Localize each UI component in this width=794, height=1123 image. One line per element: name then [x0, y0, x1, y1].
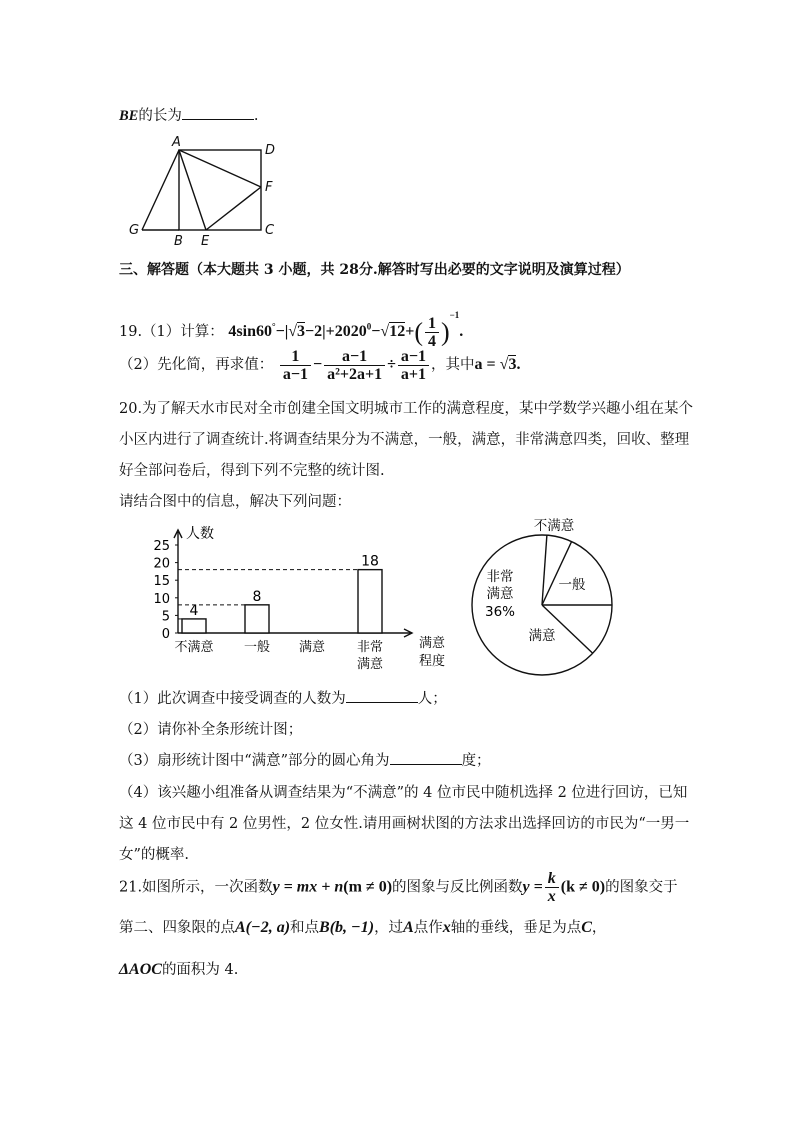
q20-intro-2: 小区内进行了调查统计.将调查结果分为不满意，一般，满意，非常满意四类，回收、整理 [119, 432, 690, 448]
label-f: F [265, 180, 273, 195]
x-axis-title-line2: 程度 [418, 654, 446, 669]
q20-item-4-line3: 女”的概率. [119, 847, 190, 863]
q20-item-2: （2）请你补全条形统计图； [119, 722, 303, 738]
q20-item-1: （1）此次调查中接受调查的人数为 人； [119, 687, 447, 708]
y-tick-label: 25 [153, 539, 170, 554]
y-tick-label: 20 [153, 556, 170, 572]
pie-chart [462, 515, 622, 680]
q19-part1: 19.（1）计算： $4\sin 60^\circ-|√3-2|+2020^0-√12+$( $\frac{1}{4}$ )$^{-1}$. [119, 310, 464, 350]
var-be: BE [119, 108, 139, 124]
q19-part2: （2）先化简，再求值： $\frac{1}{a-1}$ − $\frac{a-1}{\text{a²+2a+1}}$ ÷ $\frac{a-1}{a+1}$ ，其中a = √3. [119, 347, 521, 383]
q20-prompt: 请结合图中的信息，解决下列问题： [119, 494, 351, 510]
q21-line2: 第二、四象限的点A(−2, a)和点B(b, −1)，过A点作x轴的垂线，垂足为点C， [119, 919, 607, 936]
bar [245, 605, 269, 633]
pie-label-feichang: 非常 [486, 569, 514, 585]
bar-value-label: 8 [252, 588, 262, 605]
pie-label-bumanyi: 不满意 [533, 518, 575, 534]
label-d: D [265, 143, 276, 158]
section-heading: 三、解答题（本大题共 3 小题，共 28分.解答时写出必要的文字说明及演算过程） [119, 262, 630, 278]
y-tick-label: 10 [153, 591, 170, 607]
x-axis-title-line1: 满意 [418, 636, 446, 651]
pie-label-yiban: 一般 [558, 577, 586, 593]
segment-ag [142, 150, 179, 230]
label-a: A [172, 135, 181, 150]
q19-expression: $4\sin 60^\circ-|√3-2|+2020^0-√12+$( $\frac{1}{4}$ )$^{-1}$. [228, 310, 464, 350]
bar-chart [140, 518, 460, 678]
x-tick-label: 不满意 [174, 640, 214, 655]
y-tick-label: 5 [161, 609, 170, 625]
q18-text: 的长为 [138, 108, 182, 124]
label-b: B [174, 234, 183, 247]
label-e: E [201, 234, 210, 247]
label-g: G [129, 223, 140, 238]
q21-line1: 21.如图所示，一次函数y = mx + n(m ≠ 0)的图象与反比例函数y = $\frac{k}{x}$ (k ≠ 0)的图象交于 [119, 870, 678, 905]
square-abcd [179, 150, 261, 230]
bar [358, 570, 382, 633]
q20-item-3: （3）扇形统计图中“满意”部分的圆心角为 度； [119, 749, 491, 770]
pie-percent-label: 36% [484, 604, 516, 620]
bar [182, 619, 206, 633]
x-tick-label: 满意 [298, 640, 326, 655]
y-tick-label: 15 [153, 574, 170, 590]
bar-value-label: 4 [189, 602, 199, 619]
q20-intro-1: 20.为了解天水市民对全市创建全国文明城市工作的满意程度，某中学数学兴趣小组在某个 [119, 401, 694, 417]
x-tick-label: 满意 [356, 657, 384, 672]
q20-item-4-line1: （4）该兴趣小组准备从调查结果为“不满意”的 4 位市民中随机选择 2 位进行回访，已知 [119, 785, 688, 801]
segment-ef [206, 187, 261, 230]
y-axis-title: 人数 [186, 526, 214, 542]
x-tick-label: 一般 [243, 640, 271, 655]
geometry-figure [125, 135, 285, 247]
q20-item-4-line2: 这 4 位市民中有 2 位男性，2 位女性.请用画树状图的方法求出选择回访的市民为“一男一 [119, 816, 690, 832]
q18-tail: BE的长为 . [119, 104, 258, 125]
x-tick-label: 非常 [356, 640, 384, 655]
segment-af [179, 150, 261, 187]
segment-ae [179, 150, 206, 230]
pie-label-manyi2: 满意 [486, 586, 514, 602]
pie-label-manyi: 满意 [528, 628, 556, 644]
answer-blank [182, 105, 254, 120]
y-tick-label: 0 [161, 627, 170, 642]
q19-simplify-expression: $\frac{1}{a-1}$ − $\frac{a-1}{\text{a²+2a+1}}$ ÷ $\frac{a-1}{a+1}$ [278, 356, 431, 373]
label-c: C [265, 223, 275, 238]
q21-line3: ΔAOC的面积为 4. [119, 961, 239, 978]
q20-intro-3: 好全部问卷后，得到下列不完整的统计图. [119, 463, 385, 479]
bar-value-label: 18 [361, 553, 379, 570]
